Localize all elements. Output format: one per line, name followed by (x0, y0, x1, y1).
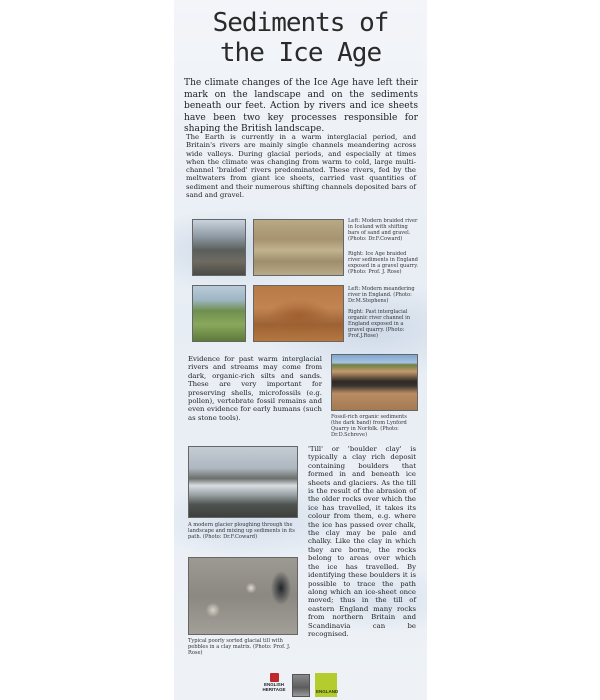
title-line-2: the Ice Age (219, 38, 382, 68)
sponsor-logos (258, 673, 358, 697)
poster-title (174, 8, 427, 68)
photo-interglacial-channel (253, 285, 344, 342)
caption-meander-left: Left: Modern meandering river in England. (Photo: Dr.M.Stephens) (348, 286, 415, 304)
english-heritage-text-2: HERITAGE (262, 687, 286, 692)
caption-braided-left: Left: Modern braided river in Iceland with shifting bars of sand and gravel. (Photo: Dr.F.Coward) (348, 218, 418, 242)
caption-lynford: Fossil-rich organic sediments (the dark band) from Lynford Quarry in Norfolk. (Photo: Dr.D.Schreve) (331, 414, 407, 438)
caption-till: Typical poorly sorted glacial till with pebbles in a clay matrix. (Photo: Prof. J. Rose) (188, 638, 291, 656)
braided-river-paragraph: The Earth is currently in a warm interglacial period, and Britain's rivers are mainly single channels meandering across wide valleys. During glacial periods, and especially at times when the climate was changing from warm to cold, large multi-channel 'braided' rivers predominated. These rivers, fed by the meltwaters from giant ice sheets, carried vast quantities of sediment and their numerous shifting channels deposited bars of sand and gravel. (186, 133, 416, 200)
natural-england-logo (315, 673, 337, 697)
natural-england-text: ENGLAND (316, 689, 339, 694)
poster-banner (174, 0, 427, 700)
caption-braided-right: Right: Ice Age braided river sediments in England exposed in a gravel quarry. (Photo: Prof. J. Rose) (348, 251, 419, 275)
till-paragraph: 'Till' or 'boulder clay' is typically a clay rich deposit containing boulders that formed in and beneath ice sheets and glaciers. As the till is the result of the abrasion of the older rocks over which the ice has travelled, it takes its colour from them, e.g. where the ice has passed over chalk, the clay may be pale and chalky. Like the clay in which they are borne, the rocks belong to areas over which the ice has travelled. By identifying these boulders it is possible to trace the path along which an ice-sheet once moved; thus in the till of eastern England many rocks from northern Britain and Scandinavia can be recognised. (308, 445, 416, 638)
photo-lynford-quarry (331, 354, 418, 411)
photo-braided-gravel-quarry (253, 219, 344, 276)
photo-braided-river-iceland (192, 219, 246, 276)
title-line-1: Sediments of (212, 8, 389, 38)
english-heritage-text-1: ENGLISH (263, 682, 284, 687)
photo-meandering-river (192, 285, 246, 342)
english-heritage-logo (262, 673, 286, 697)
aggregates-levy-logo (292, 674, 310, 697)
caption-glacier: A modern glacier ploughing through the landscape and mixing up sediments in its path. (Photo: Dr.F.Coward) (188, 522, 295, 540)
caption-meander-right: Right: Past interglacial organic river channel in England exposed in a gravel quarry. (Photo: Prof.J.Rose) (348, 309, 411, 339)
photo-glacial-till (188, 557, 298, 635)
organic-sediments-paragraph: Evidence for past warm interglacial rivers and streams may come from dark, organic-rich silts and sands. These are very important for preserving shells, microfossils (e.g. pollen), vertebrate fossil remains and even evidence for early humans (such as stone tools). (188, 355, 322, 422)
english-heritage-emblem-icon (270, 673, 279, 682)
photo-modern-glacier (188, 446, 298, 518)
intro-text: The climate changes of the Ice Age have left their mark on the landscape and on the sediments beneath our feet. Action by rivers and ice sheets have been two key processes responsible for shaping the British landscape. (184, 78, 418, 135)
